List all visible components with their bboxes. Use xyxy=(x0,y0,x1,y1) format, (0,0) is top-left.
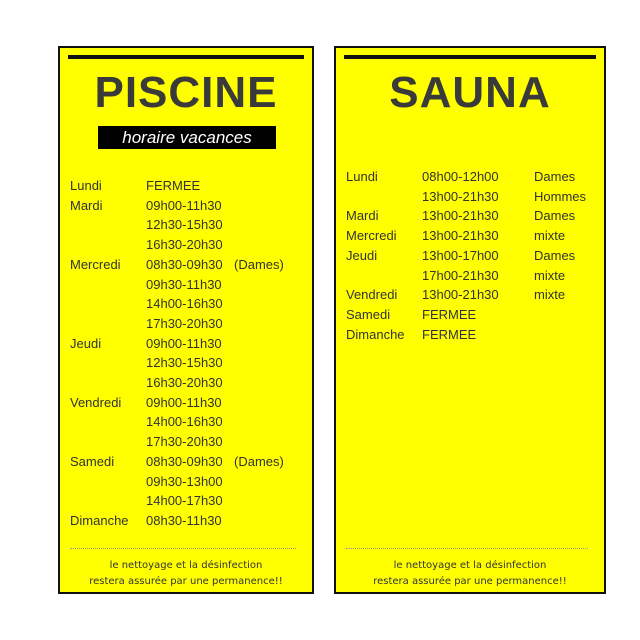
sauna-schedule-row xyxy=(336,266,604,286)
piscine-schedule-row xyxy=(60,432,312,452)
sauna-row-day: Samedi xyxy=(346,306,391,322)
piscine-row-time: 09h00-11h30 xyxy=(146,394,222,410)
sauna-schedule-row xyxy=(336,305,604,325)
sauna-row-day: Dimanche xyxy=(346,326,405,342)
sauna-row-day: Jeudi xyxy=(346,247,378,263)
piscine-schedule-row xyxy=(60,393,312,413)
piscine-schedule-row xyxy=(60,334,312,354)
piscine-row-time: 09h00-11h30 xyxy=(146,197,222,213)
sauna-schedule-row xyxy=(336,187,604,207)
sauna-row-time: 17h00-21h30 xyxy=(422,267,499,283)
piscine-schedule-row xyxy=(60,314,312,334)
piscine-schedule xyxy=(60,48,312,592)
piscine-row-day: Vendredi xyxy=(70,394,122,410)
sauna-row-time: FERMEE xyxy=(422,306,477,322)
sauna-row-time: 13h00-17h00 xyxy=(422,247,499,263)
piscine-row-time: 14h00-16h30 xyxy=(146,414,223,430)
sauna-row-time: 13h00-21h30 xyxy=(422,188,499,204)
piscine-row-time: 09h30-13h00 xyxy=(146,473,223,489)
sauna-schedule-row xyxy=(336,285,604,305)
piscine-row-time: 12h30-15h30 xyxy=(146,355,223,371)
piscine-schedule-row xyxy=(60,215,312,235)
piscine-row-time: 17h30-20h30 xyxy=(146,315,223,331)
piscine-schedule-row xyxy=(60,196,312,216)
piscine-row-time: 09h00-11h30 xyxy=(146,335,222,351)
piscine-row-time: 08h30-11h30 xyxy=(146,512,222,528)
sauna-title: SAUNA xyxy=(389,68,551,117)
piscine-note-line1: le nettoyage et la désinfection xyxy=(109,560,263,571)
piscine-row-time: 14h00-16h30 xyxy=(146,296,223,312)
sauna-row-day: Vendredi xyxy=(346,287,398,303)
piscine-row-time: 16h30-20h30 xyxy=(146,375,223,390)
sauna-note xyxy=(336,558,604,590)
sauna-schedule xyxy=(336,48,604,592)
piscine-row-day: Mardi xyxy=(70,197,103,213)
piscine-schedule-row xyxy=(60,452,312,472)
sauna-row-time: 13h00-21h30 xyxy=(422,287,499,303)
piscine-row-time: FERMEE xyxy=(146,178,201,193)
piscine-note-line2: restera assurée par une permanence!! xyxy=(89,576,283,587)
piscine-row-time: 17h30-20h30 xyxy=(146,434,223,450)
piscine-schedule-row xyxy=(60,255,312,275)
piscine-separator xyxy=(70,548,296,549)
piscine-row-day: Mercredi xyxy=(70,256,121,272)
piscine-schedule-row xyxy=(60,472,312,492)
sauna-row-time: FERMEE xyxy=(422,326,477,342)
sauna-panel xyxy=(334,46,606,594)
piscine-row-time: 16h30-20h30 xyxy=(146,237,223,253)
piscine-schedule-row xyxy=(60,373,312,393)
piscine-row-time: 14h00-17h30 xyxy=(146,493,223,509)
piscine-title: PISCINE xyxy=(94,68,278,117)
sauna-row-note: mixte xyxy=(534,228,566,244)
sauna-row-note: Dames xyxy=(534,169,576,184)
sauna-note-line2: restera assurée par une permanence!! xyxy=(373,576,567,587)
sauna-row-time: 08h00-12h00 xyxy=(422,169,499,184)
piscine-schedule-row xyxy=(60,511,312,531)
piscine-subtitle: horaire vacances xyxy=(98,126,276,149)
sauna-note-line1: le nettoyage et la désinfection xyxy=(393,560,547,571)
sauna-row-day: Mercredi xyxy=(346,228,397,244)
piscine-schedule-row xyxy=(60,176,312,196)
piscine-schedule-row xyxy=(60,353,312,373)
piscine-schedule-row xyxy=(60,294,312,314)
sauna-row-note: mixte xyxy=(534,287,566,303)
sauna-row-time: 13h00-21h30 xyxy=(422,228,499,244)
piscine-row-time: 08h30-09h30 xyxy=(146,256,223,272)
piscine-row-time: 08h30-09h30 xyxy=(146,453,223,469)
sauna-separator xyxy=(346,548,588,549)
piscine-panel xyxy=(58,46,314,594)
sauna-schedule-row xyxy=(336,167,604,187)
piscine-row-time: 09h30-11h30 xyxy=(146,276,222,292)
sauna-row-day: Lundi xyxy=(346,169,378,184)
sauna-row-note: Hommes xyxy=(534,188,587,204)
piscine-row-day: Lundi xyxy=(70,178,102,193)
sauna-row-note: mixte xyxy=(534,267,566,283)
sauna-row-time: 13h00-21h30 xyxy=(422,208,499,224)
piscine-row-time: 12h30-15h30 xyxy=(146,217,223,233)
piscine-row-note: (Dames) xyxy=(234,256,284,272)
piscine-note xyxy=(60,558,312,590)
piscine-schedule-row xyxy=(60,491,312,511)
piscine-row-day: Dimanche xyxy=(70,512,129,528)
piscine-row-day: Jeudi xyxy=(70,335,102,351)
piscine-schedule-row xyxy=(60,275,312,295)
sauna-schedule-row xyxy=(336,246,604,266)
sauna-row-note: Dames xyxy=(534,247,576,263)
piscine-row-note: (Dames) xyxy=(234,453,284,469)
sauna-schedule-row xyxy=(336,226,604,246)
piscine-schedule-row xyxy=(60,235,312,255)
sauna-row-note: Dames xyxy=(534,208,576,224)
piscine-schedule-row xyxy=(60,412,312,432)
sauna-row-day: Mardi xyxy=(346,208,379,224)
piscine-row-day: Samedi xyxy=(70,453,115,469)
sauna-schedule-row xyxy=(336,206,604,226)
sauna-schedule-row xyxy=(336,325,604,345)
